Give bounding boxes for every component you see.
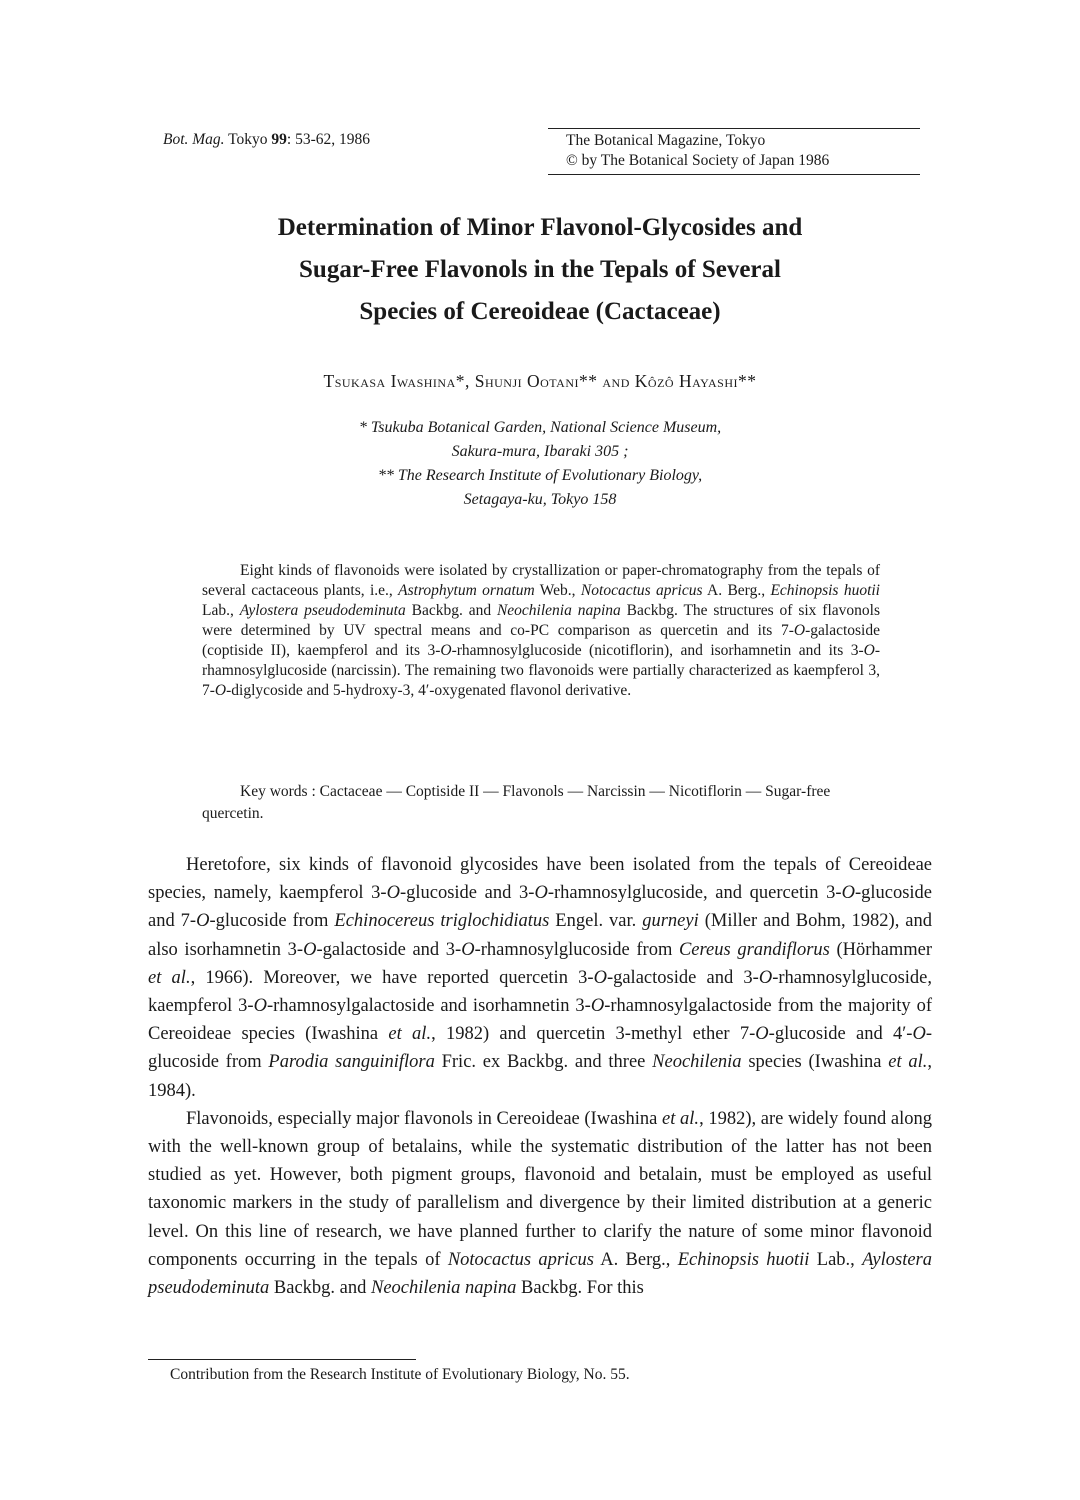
italic-o: O xyxy=(863,642,875,659)
author-3: Kôzô Hayashi xyxy=(634,371,738,391)
et-al: et al. xyxy=(148,967,191,988)
author-1: Tsukasa Iwashina xyxy=(323,371,456,391)
abstract-text: Backbg. and xyxy=(405,602,497,619)
author-1-mark: * xyxy=(455,371,465,391)
italic-o: O xyxy=(534,883,548,904)
author-separator: , xyxy=(464,371,475,391)
title-line-3: Species of Cereoideae (Cactaceae) xyxy=(359,298,721,325)
italic-o: O xyxy=(386,883,400,904)
keywords: Key words : Cactaceae — Coptiside II — Flavonols — Narcissin — Nicotiflorin — Sugar-free quercetin. xyxy=(202,783,831,822)
italic-o: O xyxy=(755,1024,769,1045)
author-line xyxy=(140,371,940,392)
species-name: Echinocereus triglochidiatus xyxy=(334,911,550,932)
footnote-rule xyxy=(148,1359,416,1360)
citation-volume: 99 xyxy=(271,131,287,148)
abstract-text: Backbg. The structures of six flavonols were determined by UV spectral means and co-PC comparison as quercetin and its 7- xyxy=(202,602,880,639)
italic-o: O xyxy=(793,622,806,639)
body-span: Engel. var. xyxy=(549,911,643,932)
abstract-text: A. Berg., xyxy=(702,582,771,599)
citation-pages: : 53-62, 1986 xyxy=(286,131,371,148)
body-span: Backbg. and xyxy=(269,1278,371,1299)
abstract-text: Lab., xyxy=(202,602,240,619)
body-span: A. Berg., xyxy=(593,1249,678,1270)
body-span: -galactoside and 3- xyxy=(316,939,462,960)
italic-o: O xyxy=(593,967,607,988)
body-span: , 1982), are widely found along with the well-known group of betalains, while the systematic distribution of the latter has not been studied as yet. However, both pigment groups, flavonoid and betalain, must be employed as useful taxonomic markers in the study of parallelism and divergence by their limited distribution at a generic level. On this line of research, we have planned further to clarify the nature of some minor flavonoid components occurring in the tepals of xyxy=(148,1108,932,1270)
species-name: Aylostera pseudodeminuta xyxy=(148,1249,933,1299)
et-al: et al. xyxy=(662,1108,700,1129)
species-name: Notocactus apricus xyxy=(580,582,703,599)
body-span: -rhamnosylglucoside, and quercetin 3- xyxy=(547,883,842,904)
affiliation-line-2: Sakura-mura, Ibaraki 305 ; xyxy=(451,443,629,460)
author-3-mark: ** xyxy=(737,371,757,391)
abstract-text: -diglycoside and 5-hydroxy-3, 4′-oxygenated flavonol derivative. xyxy=(226,682,632,699)
body-span: (Hörhammer xyxy=(829,939,933,960)
species-name: Neochilenia napina xyxy=(371,1278,517,1299)
citation-line xyxy=(163,131,370,149)
body-span: -rhamnosylgalactoside and isorhamnetin 3- xyxy=(266,996,591,1017)
body-span: , 1984). xyxy=(148,1052,932,1101)
citation-journal: Bot. Mag. xyxy=(163,131,225,148)
body-span: -rhamnosylglucoside from xyxy=(474,939,679,960)
et-al: et al. xyxy=(388,1024,432,1045)
journal-copyright: © by The Botanical Society of Japan 1986 xyxy=(566,152,830,169)
citation-place: Tokyo xyxy=(224,131,272,148)
italic-o: O xyxy=(461,939,475,960)
italic-o: O xyxy=(590,996,605,1017)
abstract-text: -rhamnosylglucoside (nicotiflorin), and isorhamnetin and its 3- xyxy=(451,642,864,659)
species-name: Parodia sanguiniflora xyxy=(268,1052,435,1073)
title-line-2: Sugar-Free Flavonols in the Tepals of Several xyxy=(299,256,781,283)
affiliations xyxy=(140,416,940,512)
author-and: and xyxy=(597,371,635,391)
italic-o: O xyxy=(912,1024,926,1045)
abstract-text: Eight kinds of flavonoids were isolated by crystallization or paper-chromatography from the tepals of several cactaceous plants, i.e., xyxy=(202,562,880,599)
author-2: Shunji Ootani xyxy=(474,371,580,391)
abstract-text: -galactoside (coptiside II), kaempferol and its 3- xyxy=(202,622,880,659)
italic-o: O xyxy=(440,642,452,659)
body-span: -glucoside and 7- xyxy=(148,883,932,932)
italic-o: O xyxy=(214,682,227,699)
paragraph xyxy=(148,1105,932,1302)
abstract-text: Web., xyxy=(534,582,581,599)
abstract xyxy=(202,561,880,701)
body-span: , 1982) and quercetin 3-methyl ether 7- xyxy=(431,1024,756,1045)
abstract-text: -rhamnosylglucoside (narcissin). The remaining two flavonoids were partially characterized as kaempferol 3, 7- xyxy=(202,642,880,699)
body-span: -rhamnosylgalactoside from the majority of Cereoideae species (Iwashina xyxy=(148,996,932,1045)
italic-o: O xyxy=(253,996,267,1017)
affiliation-line-4: Setagaya-ku, Tokyo 158 xyxy=(463,491,617,508)
italic-o: O xyxy=(303,939,317,960)
species-name: gurneyi xyxy=(642,911,699,932)
species-name: Aylostera pseudodeminuta xyxy=(239,602,406,619)
species-name: Astrophytum ornatum xyxy=(398,582,535,599)
species-name: Cereus grandiflorus xyxy=(678,939,830,960)
italic-o: O xyxy=(196,911,210,932)
journal-box xyxy=(548,128,920,175)
body-span: Heretofore, six kinds of flavonoid glycosides have been isolated from the tepals of Cereoideae species, namely, kaempferol 3- xyxy=(148,855,932,904)
title-line-1: Determination of Minor Flavonol-Glycosides and xyxy=(277,214,803,241)
author-2-mark: ** xyxy=(579,371,598,391)
footnote: Contribution from the Research Institute of Evolutionary Biology, No. 55. xyxy=(170,1366,630,1383)
body-span: (Miller and Bohm, 1982), and also isorhamnetin 3- xyxy=(148,911,933,960)
affiliation-line-3: ** The Research Institute of Evolutionary Biology, xyxy=(377,467,703,484)
journal-name: The Botanical Magazine, Tokyo xyxy=(566,132,766,149)
species-name: Neochilenia napina xyxy=(496,602,621,619)
body-span: -rhamnosylglucoside, kaempferol 3- xyxy=(148,967,932,1017)
body-span: Lab., xyxy=(809,1249,863,1270)
body-span: -galactoside and 3- xyxy=(606,967,759,988)
body-span: Fric. ex Backbg. and three xyxy=(434,1052,653,1073)
body-text xyxy=(148,851,932,1302)
body-span: Backbg. For this xyxy=(516,1278,644,1299)
italic-o: O xyxy=(758,967,773,988)
species-name: Echinopsis huotii xyxy=(677,1249,810,1270)
body-span: species (Iwashina xyxy=(741,1052,889,1073)
paragraph xyxy=(148,851,932,1105)
body-span: -glucoside and 3- xyxy=(399,883,535,904)
body-span: Flavonoids, especially major flavonols in Cereoideae (Iwashina xyxy=(186,1108,663,1129)
et-al: et al. xyxy=(888,1052,928,1073)
body-span: -glucoside from xyxy=(209,911,335,932)
affiliation-line-1: * Tsukuba Botanical Garden, National Science Museum, xyxy=(358,419,722,436)
italic-o: O xyxy=(841,883,855,904)
body-span: -glucoside and 4′- xyxy=(768,1024,913,1045)
body-span: -glucoside from xyxy=(148,1024,933,1073)
species-name: Echinopsis huotii xyxy=(770,582,880,599)
paper-title xyxy=(140,207,940,333)
body-span: , 1966). Moreover, we have reported quercetin 3- xyxy=(190,967,594,988)
species-name: Notocactus apricus xyxy=(447,1249,594,1270)
species-name: Neochilenia xyxy=(652,1052,742,1073)
